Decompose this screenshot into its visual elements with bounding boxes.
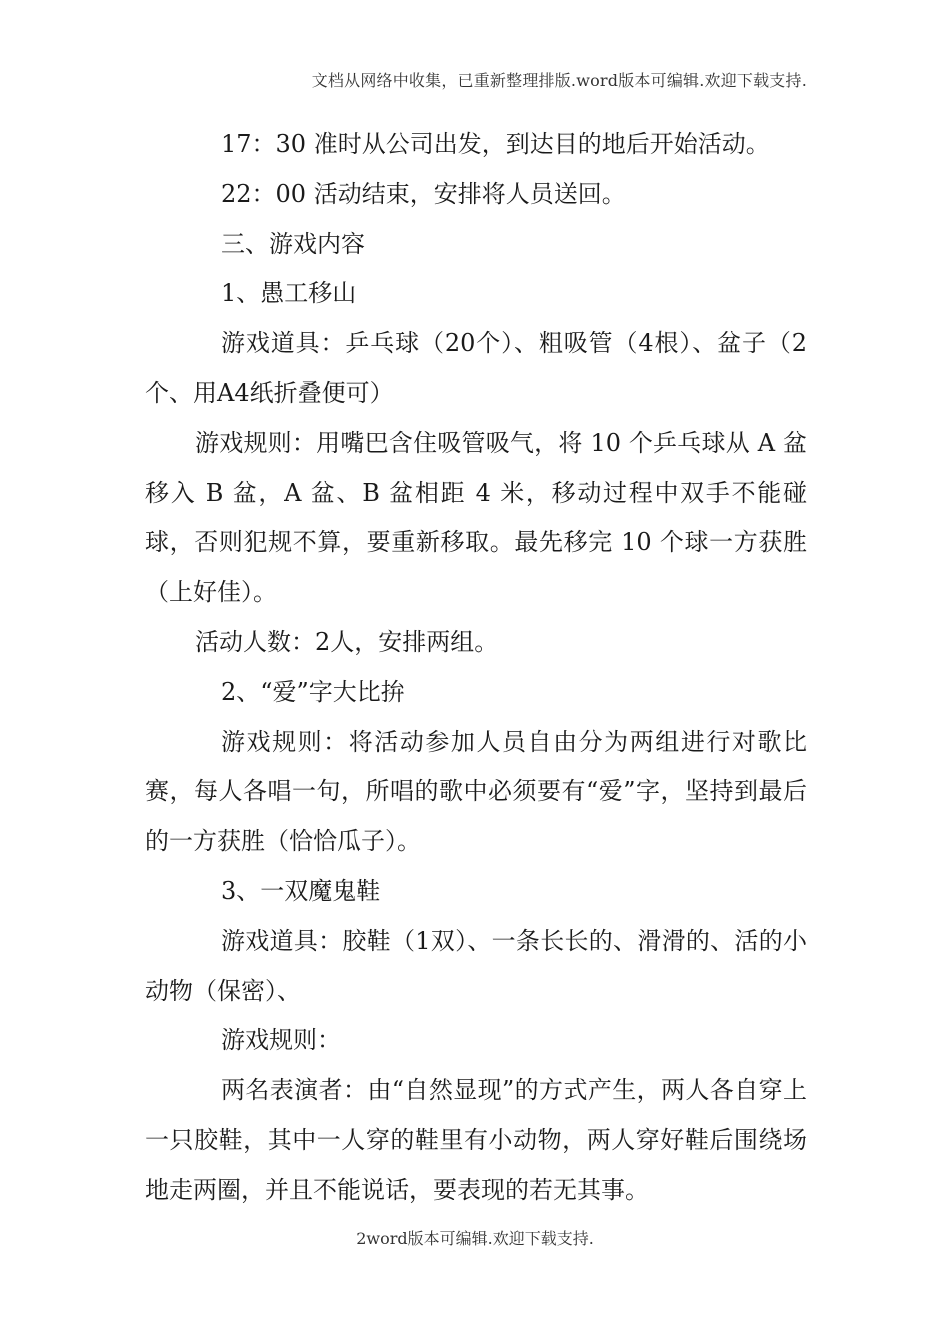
paragraph-departure-time: 17：30 准时从公司出发，到达目的地后开始活动。 — [221, 130, 770, 158]
section-heading-games: 三、游戏内容 — [221, 229, 365, 258]
game-3-props: 游戏道具：胶鞋（1双）、一条长长的、滑滑的、活的小动物（保密）、 — [145, 926, 807, 1005]
game-1-props: 游戏道具：乒乓球（20个）、粗吸管（4根）、盆子（2个、用A4纸折叠便可） — [145, 329, 807, 407]
page-header: 文档从网络中收集，已重新整理排版.word版本可编辑.欢迎下载支持. — [311, 71, 807, 90]
game-2-title: 2、“爱”字大比拚 — [221, 677, 405, 706]
game-2-rules: 游戏规则：将活动参加人员自由分为两组进行对歌比赛，每人各唱一句，所唱的歌中必须要有“爱”字，坚持到最后的一方获胜（恰恰瓜子）。 — [145, 727, 807, 856]
paragraph-end-time: 22：00 活动结束，安排将人员送回。 — [221, 179, 626, 208]
page-footer: 2word版本可编辑.欢迎下载支持. — [356, 1229, 594, 1248]
document-body — [145, 120, 807, 1216]
game-3-rules-heading: 游戏规则： — [221, 1026, 341, 1055]
game-1-participants: 活动人数：2人，安排两组。 — [195, 627, 499, 656]
game-1-title: 1、愚工移山 — [221, 279, 357, 308]
game-1-rules: 游戏规则：用嘴巴含住吸管吸气，将 10 个乒乓球从 A 盆移入 B 盆，A 盆、B 盆相距 4 米，移动过程中双手不能碰球，否则犯规不算，要重新移取。最先移完 10 个球一方获胜（上好佳）。 — [145, 428, 807, 607]
game-3-title: 3、一双魔鬼鞋 — [221, 876, 381, 905]
game-3-performers: 两名表演者：由“自然显现”的方式产生，两人各自穿上一只胶鞋，其中一人穿的鞋里有小动物，两人穿好鞋后围绕场地走两圈，并且不能说话，要表现的若无其事。 — [145, 1076, 807, 1204]
